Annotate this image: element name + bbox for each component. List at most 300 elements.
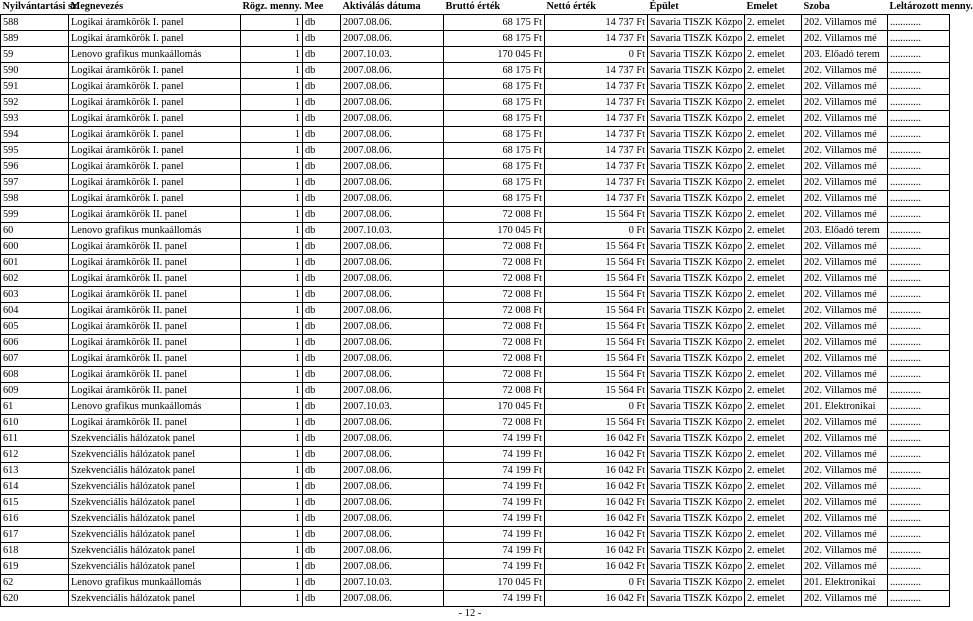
cell-room: 202. Villamos mé [802,447,888,463]
cell-building: Savaria TISZK Közpo [648,575,745,591]
cell-gross-value: 72 008 Ft [444,271,545,287]
cell-gross-value: 72 008 Ft [444,383,545,399]
cell-floor: 2. emelet [745,431,802,447]
cell-gross-value: 74 199 Ft [444,559,545,575]
cell-inventory-no: 614 [1,479,69,495]
cell-unit: db [303,415,341,431]
cell-inventory-no: 588 [1,15,69,31]
cell-gross-value: 72 008 Ft [444,319,545,335]
cell-floor: 2. emelet [745,159,802,175]
cell-recorded-qty: 1 [241,511,303,527]
cell-unit: db [303,319,341,335]
header-unit: Mee [304,1,324,12]
cell-gross-value: 170 045 Ft [444,399,545,415]
cell-building: Savaria TISZK Közpo [648,543,745,559]
cell-name: Logikai áramkörök I. panel [69,191,241,207]
cell-unit: db [303,31,341,47]
cell-gross-value: 68 175 Ft [444,95,545,111]
table-row [1,175,950,191]
cell-name: Szekvenciális hálózatok panel [69,591,241,607]
cell-recorded-qty: 1 [241,175,303,191]
cell-floor: 2. emelet [745,111,802,127]
cell-counted-qty: ............ [888,111,950,127]
cell-recorded-qty: 1 [241,191,303,207]
cell-name: Logikai áramkörök I. panel [69,15,241,31]
cell-building: Savaria TISZK Közpo [648,479,745,495]
cell-inventory-no: 62 [1,575,69,591]
cell-floor: 2. emelet [745,127,802,143]
cell-floor: 2. emelet [745,463,802,479]
cell-net-value: 14 737 Ft [545,159,648,175]
table-row [1,463,950,479]
cell-room: 202. Villamos mé [802,287,888,303]
cell-net-value: 15 564 Ft [545,319,648,335]
cell-room: 202. Villamos mé [802,415,888,431]
cell-gross-value: 170 045 Ft [444,575,545,591]
cell-counted-qty: ............ [888,527,950,543]
cell-unit: db [303,479,341,495]
cell-floor: 2. emelet [745,47,802,63]
cell-building: Savaria TISZK Közpo [648,591,745,607]
cell-recorded-qty: 1 [241,367,303,383]
cell-activation-date: 2007.08.06. [341,495,444,511]
cell-building: Savaria TISZK Közpo [648,15,745,31]
table-row [1,431,950,447]
cell-name: Logikai áramkörök II. panel [69,415,241,431]
cell-room: 202. Villamos mé [802,335,888,351]
cell-unit: db [303,591,341,607]
cell-recorded-qty: 1 [241,463,303,479]
cell-net-value: 15 564 Ft [545,239,648,255]
cell-name: Lenovo grafikus munkaállomás [69,399,241,415]
table-row [1,559,950,575]
cell-inventory-no: 594 [1,127,69,143]
cell-inventory-no: 596 [1,159,69,175]
cell-inventory-no: 619 [1,559,69,575]
cell-counted-qty: ............ [888,127,950,143]
cell-counted-qty: ............ [888,463,950,479]
cell-name: Logikai áramkörök II. panel [69,335,241,351]
cell-floor: 2. emelet [745,591,802,607]
cell-activation-date: 2007.08.06. [341,335,444,351]
cell-building: Savaria TISZK Közpo [648,239,745,255]
cell-net-value: 16 042 Ft [545,479,648,495]
cell-unit: db [303,47,341,63]
cell-net-value: 15 564 Ft [545,271,648,287]
cell-recorded-qty: 1 [241,63,303,79]
cell-gross-value: 74 199 Ft [444,591,545,607]
cell-gross-value: 68 175 Ft [444,175,545,191]
cell-net-value: 15 564 Ft [545,383,648,399]
cell-building: Savaria TISZK Közpo [648,207,745,223]
cell-building: Savaria TISZK Közpo [648,175,745,191]
cell-counted-qty: ............ [888,175,950,191]
cell-floor: 2. emelet [745,479,802,495]
cell-name: Szekvenciális hálózatok panel [69,479,241,495]
cell-room: 202. Villamos mé [802,15,888,31]
table-row [1,511,950,527]
cell-unit: db [303,95,341,111]
cell-counted-qty: ............ [888,95,950,111]
cell-room: 202. Villamos mé [802,591,888,607]
table-row [1,383,950,399]
cell-unit: db [303,495,341,511]
cell-floor: 2. emelet [745,223,802,239]
cell-unit: db [303,239,341,255]
cell-unit: db [303,15,341,31]
cell-activation-date: 2007.08.06. [341,351,444,367]
cell-unit: db [303,271,341,287]
cell-unit: db [303,383,341,399]
cell-inventory-no: 617 [1,527,69,543]
table-row [1,319,950,335]
cell-room: 202. Villamos mé [802,127,888,143]
cell-room: 202. Villamos mé [802,175,888,191]
cell-floor: 2. emelet [745,79,802,95]
table-row [1,415,950,431]
table-row [1,287,950,303]
cell-gross-value: 72 008 Ft [444,255,545,271]
cell-room: 202. Villamos mé [802,495,888,511]
cell-net-value: 14 737 Ft [545,15,648,31]
cell-room: 202. Villamos mé [802,303,888,319]
cell-counted-qty: ............ [888,271,950,287]
cell-net-value: 16 042 Ft [545,591,648,607]
cell-building: Savaria TISZK Közpo [648,79,745,95]
table-row [1,223,950,239]
cell-floor: 2. emelet [745,143,802,159]
cell-room: 201. Elektronikai [802,575,888,591]
cell-gross-value: 74 199 Ft [444,511,545,527]
cell-activation-date: 2007.08.06. [341,287,444,303]
cell-room: 203. Előadó terem [802,47,888,63]
table-row [1,271,950,287]
cell-gross-value: 72 008 Ft [444,335,545,351]
cell-unit: db [303,559,341,575]
cell-floor: 2. emelet [745,271,802,287]
cell-recorded-qty: 1 [241,591,303,607]
cell-floor: 2. emelet [745,383,802,399]
cell-unit: db [303,223,341,239]
table-row [1,15,950,31]
cell-building: Savaria TISZK Közpo [648,31,745,47]
cell-activation-date: 2007.10.03. [341,223,444,239]
cell-gross-value: 72 008 Ft [444,207,545,223]
cell-room: 202. Villamos mé [802,95,888,111]
cell-recorded-qty: 1 [241,415,303,431]
cell-recorded-qty: 1 [241,111,303,127]
cell-gross-value: 68 175 Ft [444,79,545,95]
cell-gross-value: 72 008 Ft [444,415,545,431]
table-row [1,303,950,319]
cell-counted-qty: ............ [888,543,950,559]
table-row [1,527,950,543]
cell-counted-qty: ............ [888,239,950,255]
cell-net-value: 0 Ft [545,575,648,591]
cell-recorded-qty: 1 [241,127,303,143]
cell-building: Savaria TISZK Közpo [648,287,745,303]
cell-room: 202. Villamos mé [802,543,888,559]
cell-counted-qty: ............ [888,351,950,367]
cell-activation-date: 2007.08.06. [341,31,444,47]
cell-counted-qty: ............ [888,415,950,431]
cell-name: Lenovo grafikus munkaállomás [69,575,241,591]
cell-gross-value: 68 175 Ft [444,15,545,31]
cell-inventory-no: 611 [1,431,69,447]
cell-inventory-no: 604 [1,303,69,319]
cell-gross-value: 68 175 Ft [444,63,545,79]
table-row [1,543,950,559]
cell-inventory-no: 608 [1,367,69,383]
table-row [1,47,950,63]
cell-recorded-qty: 1 [241,527,303,543]
cell-name: Logikai áramkörök II. panel [69,271,241,287]
cell-inventory-no: 618 [1,543,69,559]
cell-gross-value: 72 008 Ft [444,287,545,303]
cell-unit: db [303,175,341,191]
cell-net-value: 14 737 Ft [545,95,648,111]
cell-name: Logikai áramkörök I. panel [69,95,241,111]
cell-name: Lenovo grafikus munkaállomás [69,223,241,239]
cell-net-value: 14 737 Ft [545,143,648,159]
cell-floor: 2. emelet [745,367,802,383]
cell-activation-date: 2007.08.06. [341,303,444,319]
cell-building: Savaria TISZK Közpo [648,447,745,463]
cell-recorded-qty: 1 [241,495,303,511]
cell-unit: db [303,287,341,303]
cell-name: Szekvenciális hálózatok panel [69,447,241,463]
cell-activation-date: 2007.10.03. [341,399,444,415]
cell-building: Savaria TISZK Közpo [648,511,745,527]
cell-building: Savaria TISZK Közpo [648,159,745,175]
cell-net-value: 15 564 Ft [545,207,648,223]
cell-floor: 2. emelet [745,63,802,79]
cell-recorded-qty: 1 [241,335,303,351]
cell-building: Savaria TISZK Közpo [648,303,745,319]
cell-floor: 2. emelet [745,239,802,255]
cell-net-value: 16 042 Ft [545,527,648,543]
cell-inventory-no: 616 [1,511,69,527]
cell-activation-date: 2007.08.06. [341,367,444,383]
cell-room: 202. Villamos mé [802,207,888,223]
cell-net-value: 16 042 Ft [545,543,648,559]
cell-counted-qty: ............ [888,207,950,223]
cell-activation-date: 2007.08.06. [341,447,444,463]
cell-counted-qty: ............ [888,303,950,319]
cell-name: Logikai áramkörök II. panel [69,351,241,367]
cell-recorded-qty: 1 [241,351,303,367]
cell-room: 202. Villamos mé [802,511,888,527]
cell-recorded-qty: 1 [241,479,303,495]
cell-room: 203. Előadó terem [802,223,888,239]
cell-name: Szekvenciális hálózatok panel [69,431,241,447]
cell-counted-qty: ............ [888,447,950,463]
cell-activation-date: 2007.08.06. [341,415,444,431]
cell-net-value: 14 737 Ft [545,175,648,191]
cell-room: 202. Villamos mé [802,559,888,575]
cell-unit: db [303,575,341,591]
cell-name: Logikai áramkörök II. panel [69,287,241,303]
cell-inventory-no: 606 [1,335,69,351]
table-row [1,575,950,591]
cell-inventory-no: 61 [1,399,69,415]
cell-unit: db [303,511,341,527]
cell-room: 202. Villamos mé [802,431,888,447]
cell-unit: db [303,159,341,175]
cell-inventory-no: 601 [1,255,69,271]
cell-room: 202. Villamos mé [802,79,888,95]
table-row [1,191,950,207]
cell-recorded-qty: 1 [241,319,303,335]
cell-room: 202. Villamos mé [802,383,888,399]
cell-activation-date: 2007.08.06. [341,127,444,143]
cell-activation-date: 2007.08.06. [341,239,444,255]
table-row [1,399,950,415]
cell-recorded-qty: 1 [241,447,303,463]
cell-room: 202. Villamos mé [802,111,888,127]
header-room: Szoba [803,1,830,12]
cell-building: Savaria TISZK Közpo [648,95,745,111]
table-row [1,447,950,463]
cell-recorded-qty: 1 [241,15,303,31]
cell-floor: 2. emelet [745,319,802,335]
cell-counted-qty: ............ [888,431,950,447]
cell-counted-qty: ............ [888,367,950,383]
cell-building: Savaria TISZK Közpo [648,63,745,79]
cell-name: Szekvenciális hálózatok panel [69,559,241,575]
cell-recorded-qty: 1 [241,31,303,47]
cell-inventory-no: 610 [1,415,69,431]
cell-recorded-qty: 1 [241,47,303,63]
cell-name: Logikai áramkörök I. panel [69,63,241,79]
cell-inventory-no: 593 [1,111,69,127]
cell-building: Savaria TISZK Közpo [648,127,745,143]
table-row [1,351,950,367]
cell-unit: db [303,431,341,447]
cell-counted-qty: ............ [888,495,950,511]
cell-building: Savaria TISZK Közpo [648,559,745,575]
cell-activation-date: 2007.08.06. [341,143,444,159]
cell-building: Savaria TISZK Közpo [648,143,745,159]
cell-inventory-no: 590 [1,63,69,79]
cell-floor: 2. emelet [745,575,802,591]
cell-floor: 2. emelet [745,255,802,271]
cell-building: Savaria TISZK Közpo [648,527,745,543]
cell-net-value: 14 737 Ft [545,63,648,79]
cell-gross-value: 170 045 Ft [444,223,545,239]
cell-gross-value: 74 199 Ft [444,447,545,463]
cell-building: Savaria TISZK Közpo [648,367,745,383]
header-floor: Emelet [746,1,778,12]
cell-name: Logikai áramkörök II. panel [69,255,241,271]
cell-inventory-no: 600 [1,239,69,255]
cell-room: 202. Villamos mé [802,191,888,207]
cell-floor: 2. emelet [745,415,802,431]
cell-recorded-qty: 1 [241,255,303,271]
cell-unit: db [303,399,341,415]
table-row [1,479,950,495]
cell-building: Savaria TISZK Közpo [648,463,745,479]
cell-counted-qty: ............ [888,319,950,335]
cell-unit: db [303,191,341,207]
cell-inventory-no: 620 [1,591,69,607]
cell-counted-qty: ............ [888,335,950,351]
cell-building: Savaria TISZK Közpo [648,335,745,351]
cell-name: Logikai áramkörök II. panel [69,239,241,255]
cell-gross-value: 68 175 Ft [444,127,545,143]
cell-room: 202. Villamos mé [802,351,888,367]
cell-name: Szekvenciális hálózatok panel [69,543,241,559]
cell-activation-date: 2007.08.06. [341,463,444,479]
cell-name: Szekvenciális hálózatok panel [69,463,241,479]
cell-gross-value: 74 199 Ft [444,543,545,559]
cell-activation-date: 2007.10.03. [341,575,444,591]
cell-gross-value: 74 199 Ft [444,463,545,479]
cell-counted-qty: ............ [888,15,950,31]
cell-counted-qty: ............ [888,255,950,271]
cell-activation-date: 2007.08.06. [341,527,444,543]
cell-inventory-no: 613 [1,463,69,479]
cell-inventory-no: 607 [1,351,69,367]
cell-gross-value: 68 175 Ft [444,191,545,207]
cell-inventory-no: 598 [1,191,69,207]
cell-net-value: 15 564 Ft [545,335,648,351]
cell-unit: db [303,111,341,127]
cell-room: 202. Villamos mé [802,479,888,495]
cell-building: Savaria TISZK Közpo [648,319,745,335]
cell-recorded-qty: 1 [241,239,303,255]
table-row [1,239,950,255]
cell-inventory-no: 595 [1,143,69,159]
cell-activation-date: 2007.08.06. [341,271,444,287]
cell-net-value: 15 564 Ft [545,415,648,431]
cell-gross-value: 74 199 Ft [444,479,545,495]
cell-inventory-no: 602 [1,271,69,287]
cell-net-value: 15 564 Ft [545,287,648,303]
cell-counted-qty: ............ [888,159,950,175]
header-row [1,0,950,15]
cell-building: Savaria TISZK Közpo [648,271,745,287]
header-building: Épület [649,1,679,12]
cell-inventory-no: 612 [1,447,69,463]
cell-gross-value: 74 199 Ft [444,431,545,447]
cell-recorded-qty: 1 [241,159,303,175]
cell-floor: 2. emelet [745,559,802,575]
cell-floor: 2. emelet [745,495,802,511]
cell-gross-value: 72 008 Ft [444,367,545,383]
cell-net-value: 16 042 Ft [545,559,648,575]
cell-net-value: 16 042 Ft [545,431,648,447]
header-counted-qty: Leltározott menny. [889,1,973,12]
cell-room: 202. Villamos mé [802,463,888,479]
cell-gross-value: 74 199 Ft [444,495,545,511]
cell-net-value: 16 042 Ft [545,511,648,527]
cell-counted-qty: ............ [888,143,950,159]
cell-activation-date: 2007.08.06. [341,95,444,111]
cell-unit: db [303,447,341,463]
cell-counted-qty: ............ [888,559,950,575]
cell-activation-date: 2007.08.06. [341,479,444,495]
cell-name: Logikai áramkörök I. panel [69,127,241,143]
cell-floor: 2. emelet [745,15,802,31]
table-row [1,207,950,223]
cell-room: 202. Villamos mé [802,63,888,79]
cell-recorded-qty: 1 [241,575,303,591]
cell-counted-qty: ............ [888,591,950,607]
cell-gross-value: 68 175 Ft [444,31,545,47]
cell-net-value: 0 Ft [545,47,648,63]
cell-name: Logikai áramkörök I. panel [69,31,241,47]
